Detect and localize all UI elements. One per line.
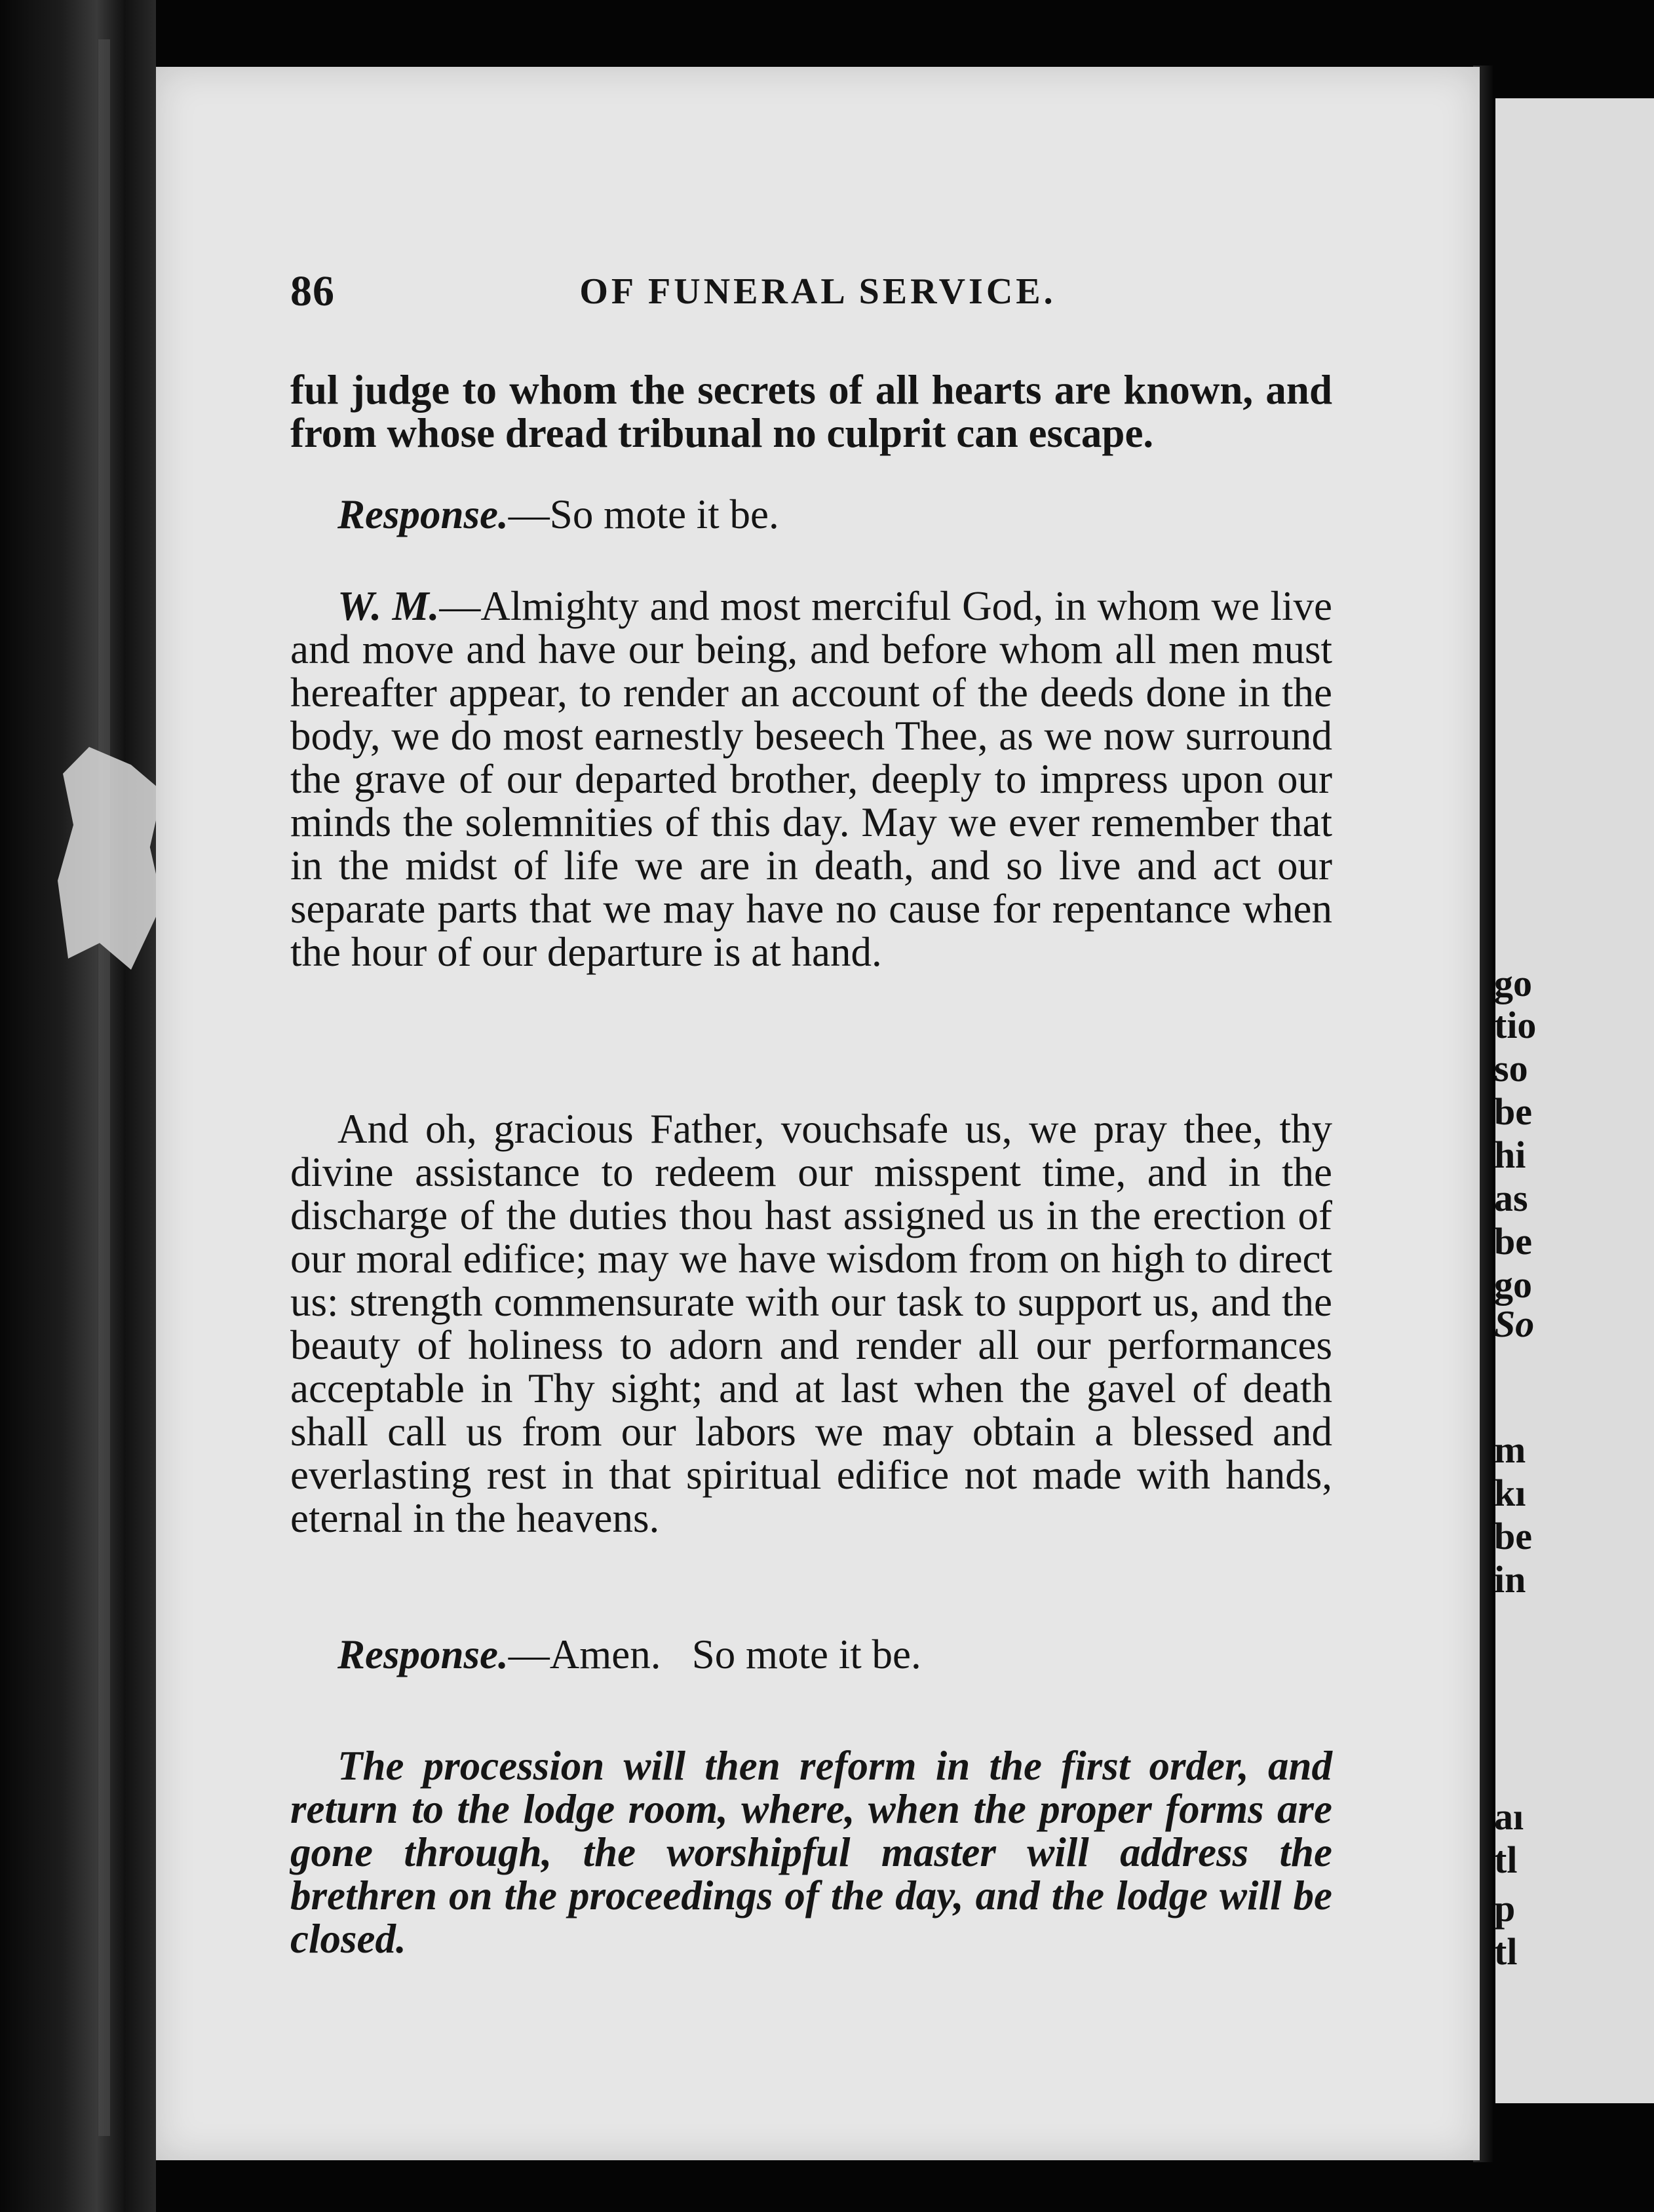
fragment: go <box>1494 1263 1532 1306</box>
page-header <box>156 267 1480 319</box>
fragment: in <box>1494 1558 1526 1601</box>
fragment: tl <box>1494 1839 1518 1881</box>
response-text: —Amen. So mote it be. <box>508 1631 921 1677</box>
fragment: be <box>1494 1515 1532 1557</box>
fragment: hi <box>1494 1134 1526 1176</box>
running-head: OF FUNERAL SERVICE. <box>579 271 1056 312</box>
prayer-paragraph-2: And oh, gracious Father, vouchsafe us, we pray thee, thy divine assistance to redeem our misspent time, and in the discharge of the duties thou hast assigned us in the erection of our moral edifice; may we have wisdom from on high to direct us: strength commensurate with our task to support us, and the beauty of holiness to adorn and render all our performances acceptable in Thy sight; and at last when the gavel of death shall call us from our labors we may obtain a blessed and everlasting rest in that spiritual edifice not made with hands, eternal in the heavens. <box>290 1106 1332 1541</box>
fragment: aı <box>1494 1795 1524 1838</box>
response-label: Response. <box>337 491 509 537</box>
response-line-2 <box>290 1633 1332 1676</box>
fragment: go <box>1494 962 1532 1004</box>
fragment: be <box>1494 1090 1532 1133</box>
binding-stripe <box>98 39 110 2136</box>
book-page <box>156 67 1480 2160</box>
response-line-1 <box>290 493 1332 536</box>
fragment: kı <box>1494 1472 1526 1514</box>
fragment: tio <box>1494 1004 1537 1046</box>
fragment: p <box>1494 1887 1516 1930</box>
closing-instructions: The procession will then reform in the first order, and return to the lodge room, where, when the proper forms are gone through, the worshipful master will address the brethren on the proceedings of the day, and the lodge will be closed. <box>290 1743 1332 1962</box>
speaker-label: W. M. <box>337 583 440 629</box>
fragment: m <box>1494 1428 1526 1471</box>
prayer-text: —Almighty and most merciful God, in whom we live and move and have our being, and before whom all men must hereafter appear, to render an account of the deeds done in the body, we do most earnestly beseech Thee, as we now surround the grave of our departed brother, deeply to impress upon our minds the solemnities of this day. May we ever remember that in the midst of life we are in death, and so live and act our separate parts that we may have no cause for repentance when the hour of our departure is at hand. <box>290 583 1332 975</box>
page-number: 86 <box>290 267 335 315</box>
response-text: —So mote it be. <box>508 491 779 537</box>
book-binding-edge <box>0 0 156 2212</box>
worshipful-master-prayer <box>290 584 1332 974</box>
adjacent-page <box>1495 98 1654 2103</box>
fragment: so <box>1494 1047 1528 1090</box>
response-label: Response. <box>337 1631 509 1677</box>
torn-paper-fragment <box>58 747 163 970</box>
fragment: as <box>1494 1177 1528 1219</box>
fragment: be <box>1494 1220 1532 1263</box>
paragraph-continuation: ful judge to whom the secrets of all hearts are known, and from whose dread tribunal no culprit can escape. <box>290 367 1332 456</box>
fragment: So <box>1494 1303 1535 1345</box>
fragment: tl <box>1494 1930 1518 1973</box>
